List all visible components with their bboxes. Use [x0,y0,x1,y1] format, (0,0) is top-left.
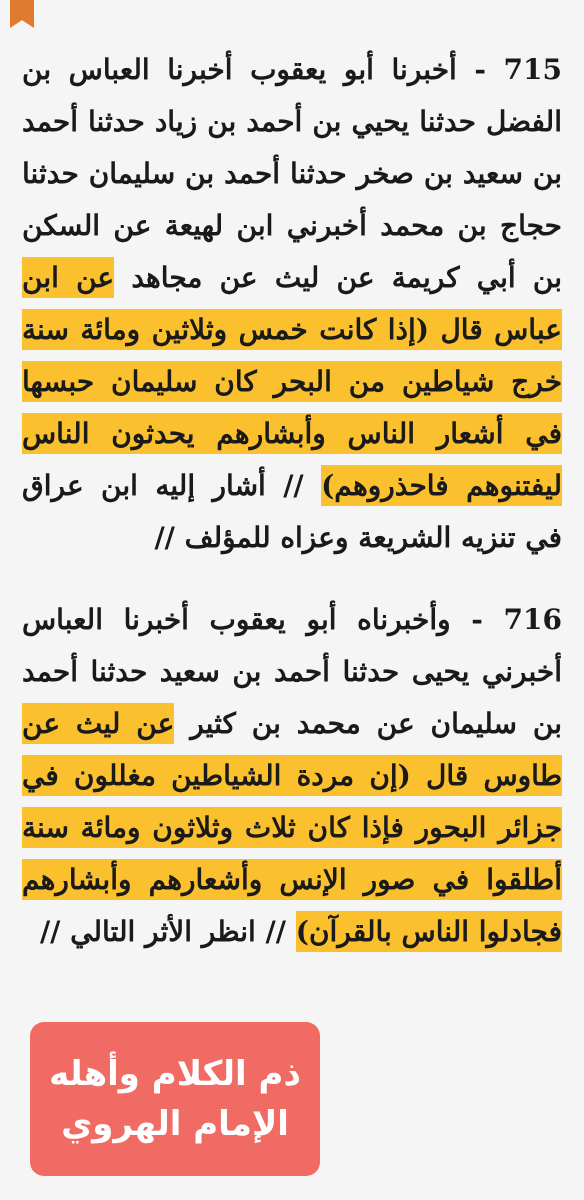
source-title: ذم الكلام وأهله [49,1054,301,1094]
paragraph-716-text: 716 - وأخبرناه أبو يعقوب أخبرنا العباس أخبرني يحيى حدثنا أحمد بن سعيد حدثنا أحمد بن سليمان عن محمد بن كثير [22,603,562,740]
paragraph-716-highlight: عن ليث عن طاوس قال (إن مردة الشياطين مغللون في جزائر البحور فإذا كان ثلاث وثلاثون ومائة سنة أطلقوا في صور الإنس وأشعارهم وأبشارهم فجادلوا الناس بالقرآن) [22,703,562,952]
paragraph-715-highlight: عن ابن عباس قال (إذا كانت خمس وثلاثين ومائة سنة خرج شياطين من البحر كان سليمان حبسها في أشعار الناس وأبشارهم يحدثون الناس ليفتنوهم فاحذروهم) [22,257,562,506]
paragraph-715-text: 715 - أخبرنا أبو يعقوب أخبرنا العباس بن الفضل حدثنا يحيي بن أحمد بن زياد حدثنا أحمد بن سعيد بن صخر حدثنا أحمد بن سليمان حدثنا حجاج بن محمد أخبرني ابن لهيعة عن السكن بن أبي كريمة عن ليث عن مجاهد [22,53,563,294]
paragraph-716 [22,594,562,958]
paragraph-715-note: // أشار إليه ابن عراق في تنزيه الشريعة وعزاه للمؤلف // [22,469,562,554]
source-author: الإمام الهروي [61,1104,289,1144]
source-label [30,1022,320,1176]
paragraph-716-note: // انظر الأثر التالي // [39,915,296,948]
paragraph-715 [22,44,562,564]
bookmark-icon[interactable] [10,0,34,28]
document-body [22,44,562,958]
